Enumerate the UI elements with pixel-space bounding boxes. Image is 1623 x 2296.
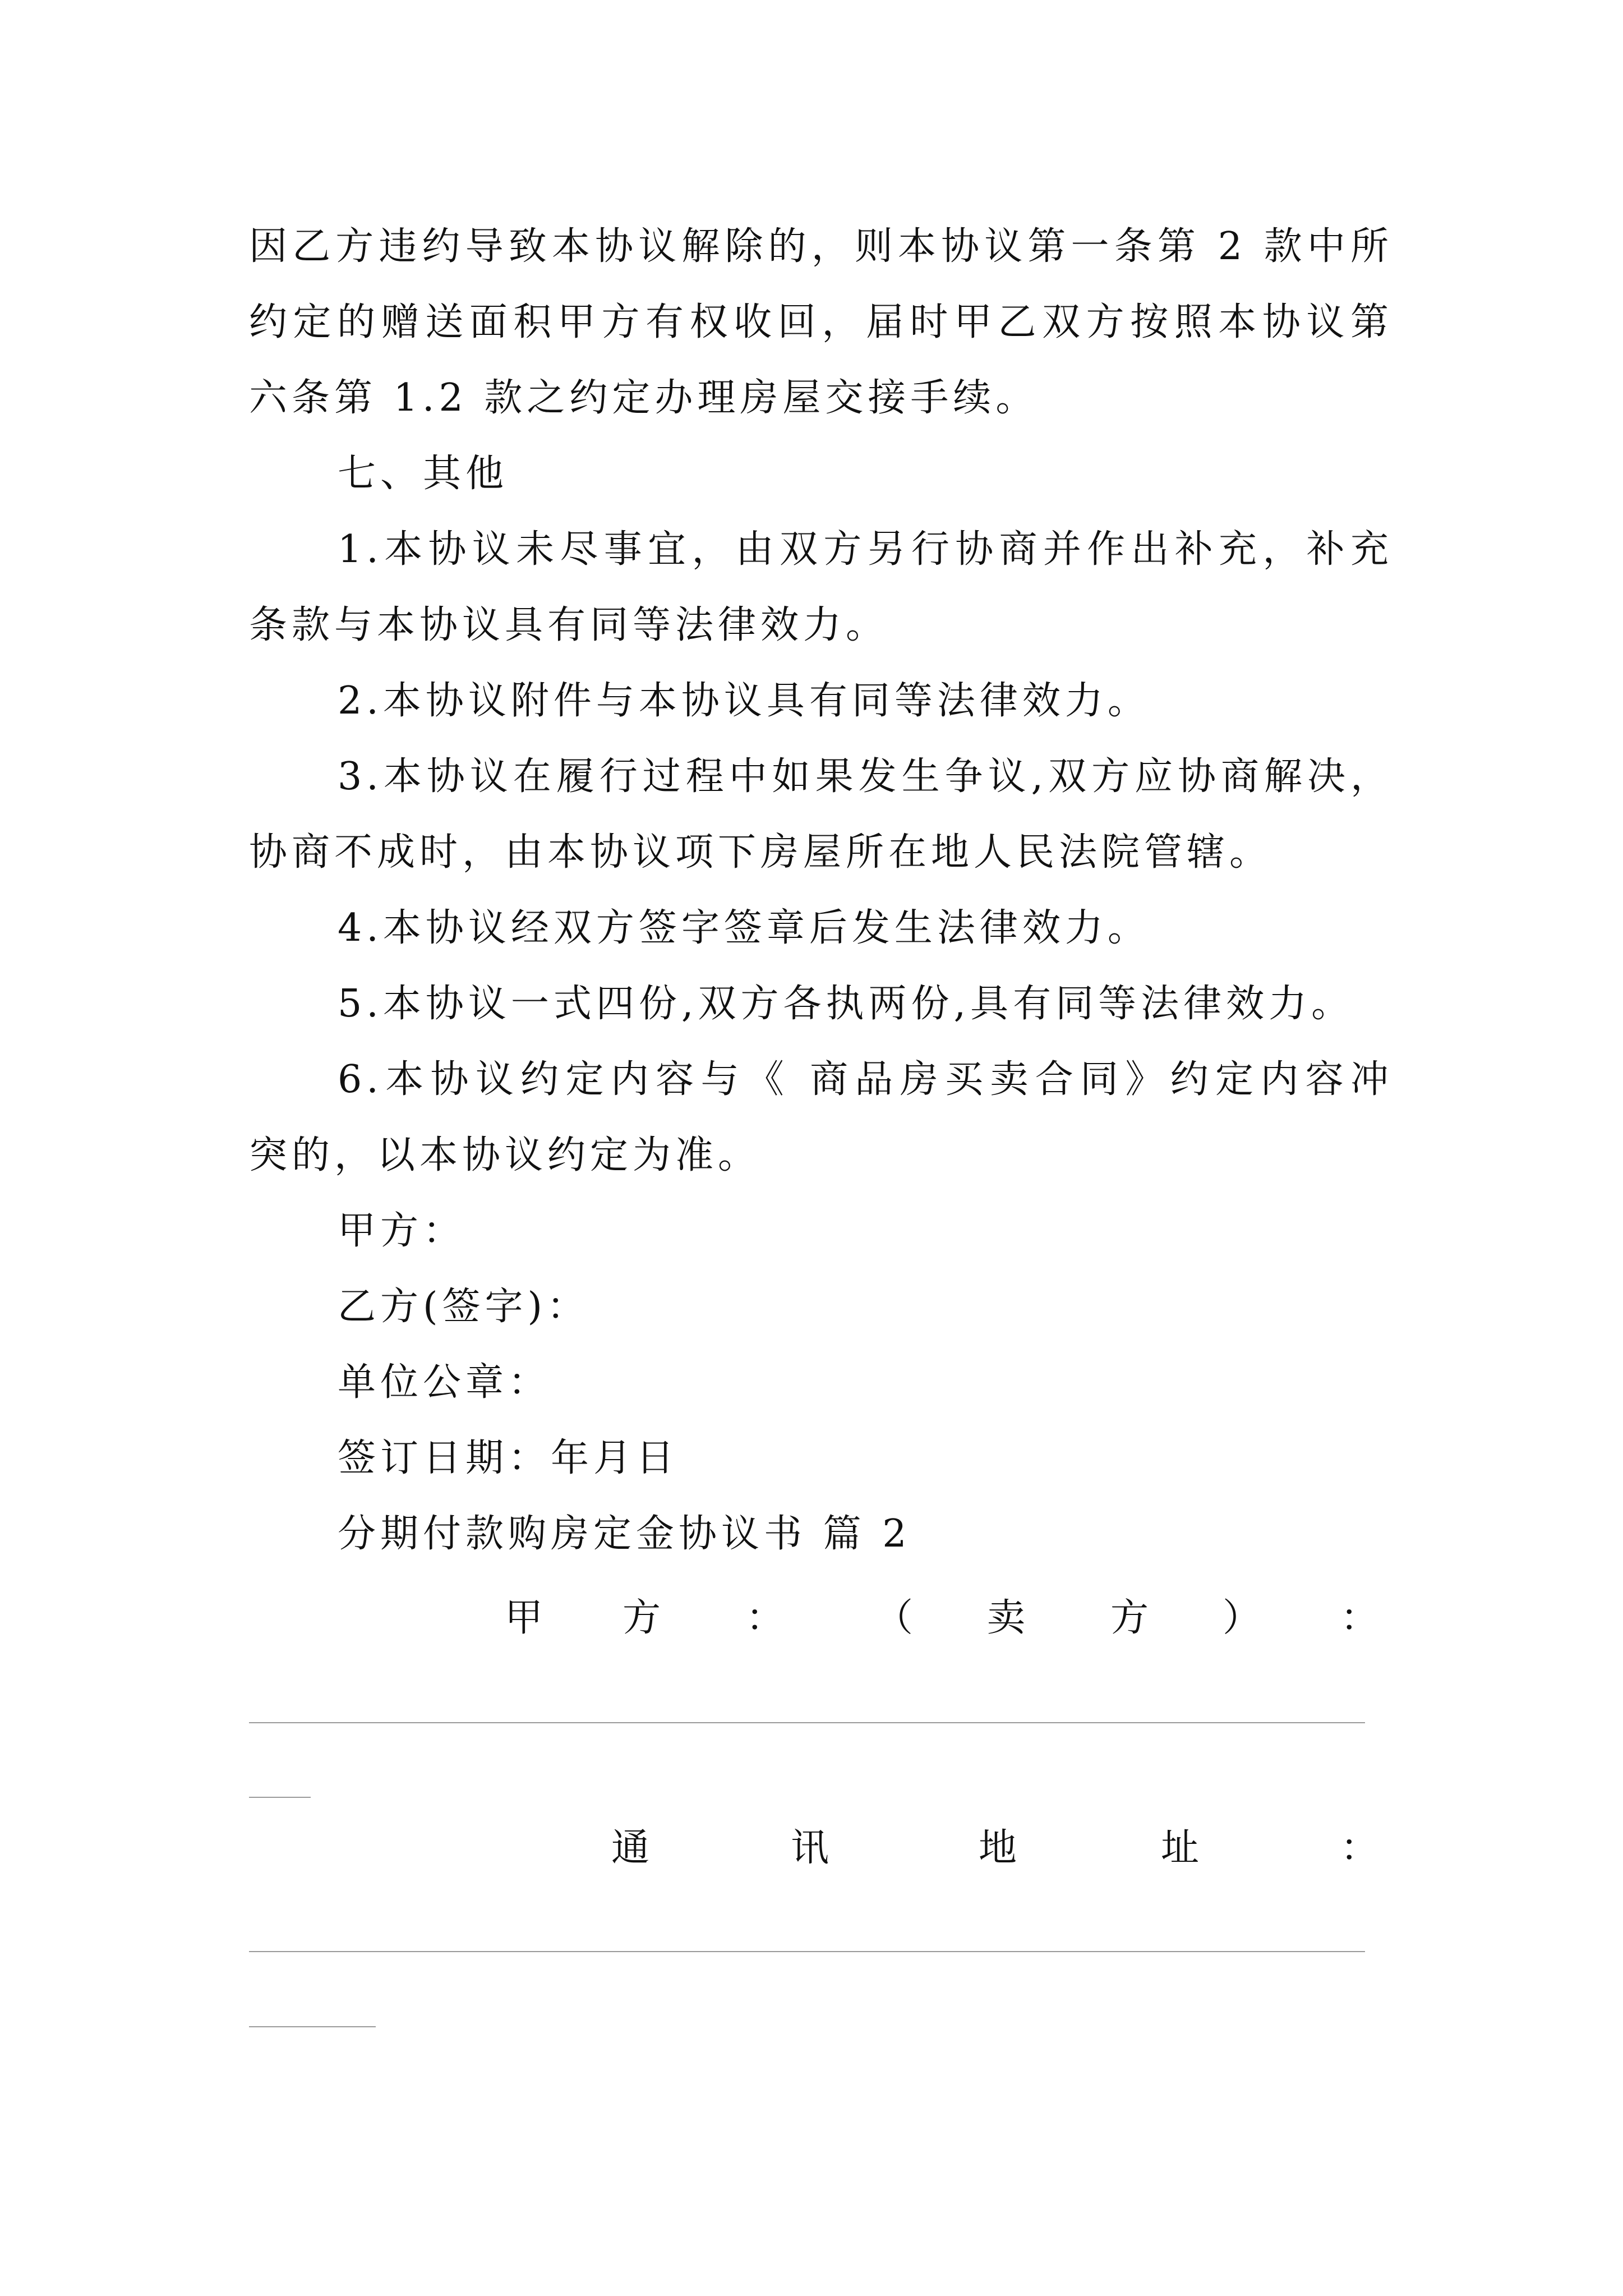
clause-line: 5.本协议一式四份,双方各执两份,具有同等法律效力。 (338, 982, 1354, 1026)
form-char: 方 (623, 1596, 661, 1640)
form-char: ： (1340, 1826, 1379, 1870)
clause-line: 突的，以本协议约定为准。 (249, 1133, 761, 1177)
party-a-label: 甲方： (338, 1209, 466, 1253)
paragraph-line: 因乙方违约导致本协议解除的，则本协议第一条第 2 款中所 (249, 224, 1393, 269)
fill-in-underline (249, 1951, 1365, 1952)
form-char: 通 (611, 1826, 650, 1870)
party-b-label: 乙方(签字)： (338, 1285, 590, 1329)
form-char: 甲 (505, 1596, 543, 1640)
form-char: （ (875, 1596, 914, 1640)
form-char: 卖 (987, 1596, 1026, 1640)
form-char: ： (746, 1596, 785, 1640)
fill-in-underline (249, 1722, 1365, 1723)
form-char: ： (1340, 1596, 1379, 1640)
form-char: 方 (1110, 1596, 1149, 1640)
fill-in-underline (249, 1797, 311, 1798)
clause-line: 2.本协议附件与本协议具有同等法律效力。 (338, 679, 1150, 723)
clause-line: 3.本协议在履行过程中如果发生争议,双方应协商解决， (338, 754, 1393, 799)
clause-line: 4.本协议经双方签字签章后发生法律效力。 (338, 906, 1150, 950)
form-char: 址 (1161, 1826, 1200, 1870)
clause-line: 协商不成时，由本协议项下房屋所在地人民法院管辖。 (249, 830, 1272, 875)
clause-line: 1.本协议未尽事宜，由双方另行协商并作出补充，补充 (338, 527, 1393, 572)
clause-line: 条款与本协议具有同等法律效力。 (249, 603, 889, 647)
fill-in-underline (249, 2026, 376, 2027)
form-char: 地 (979, 1826, 1017, 1870)
document-title: 分期付款购房定金协议书 篇 2 (338, 1512, 911, 1556)
seal-label: 单位公章： (338, 1360, 551, 1405)
section-heading: 七、其他 (338, 452, 509, 496)
clause-line: 6.本协议约定内容与《 商品房买卖合同》约定内容冲 (338, 1057, 1393, 1102)
paragraph-line: 约定的赠送面积甲方有权收回，届时甲乙双方按照本协议第 (249, 300, 1393, 344)
paragraph-line: 六条第 1.2 款之约定办理房屋交接手续。 (249, 376, 1039, 420)
form-char: ） (1223, 1596, 1261, 1640)
form-char: 讯 (791, 1826, 829, 1870)
date-label: 签订日期：年月日 (338, 1436, 679, 1480)
